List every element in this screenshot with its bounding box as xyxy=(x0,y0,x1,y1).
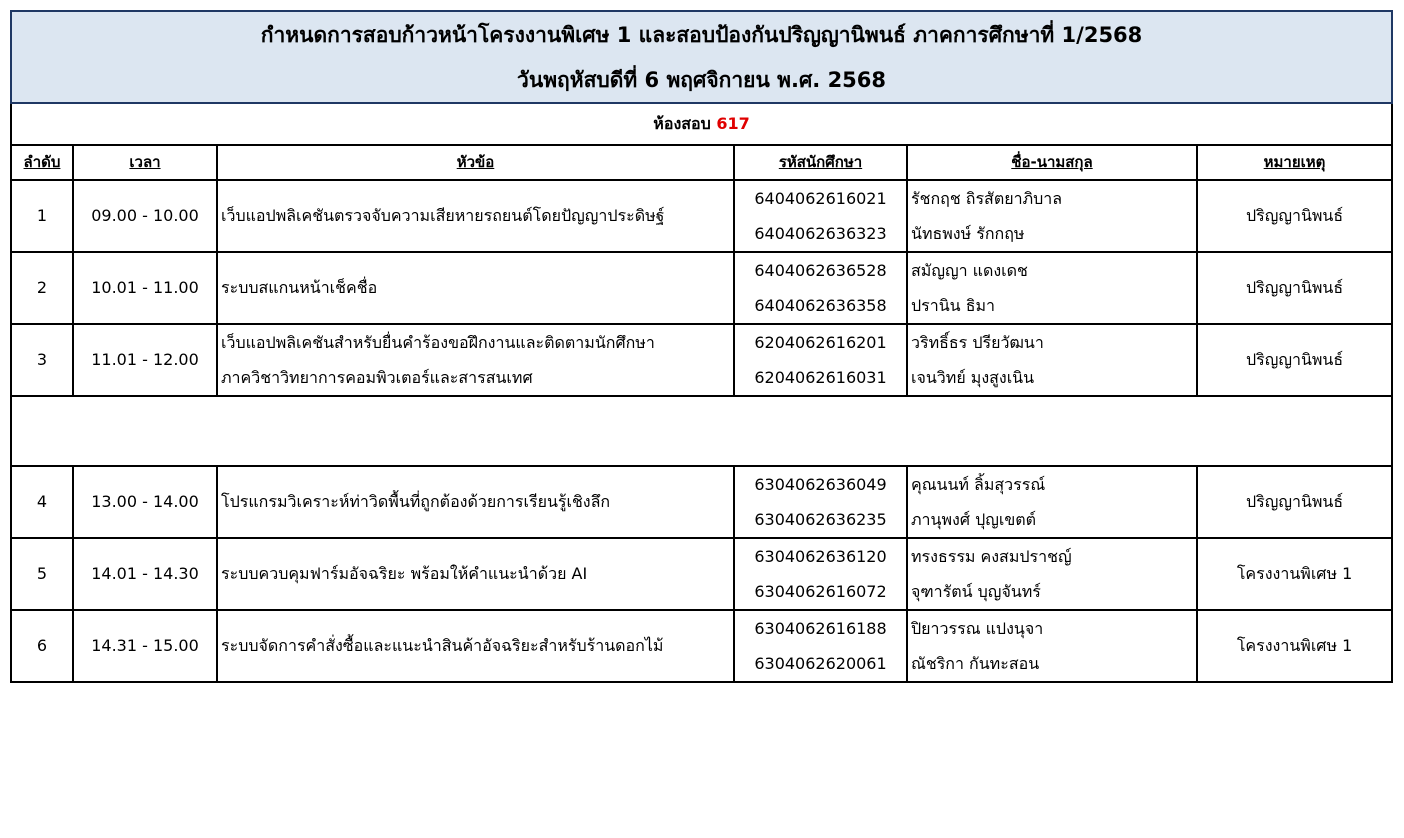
title-line-1: กำหนดการสอบก้าวหน้าโครงงานพิเศษ 1 และสอบป้องกันปริญญานิพนธ์ ภาคการศึกษาที่ 1/2568 xyxy=(260,22,1143,47)
exam-room xyxy=(11,103,1392,145)
student-name: นัทธพงษ์ รักกฤษ xyxy=(911,223,1025,243)
topic-lines xyxy=(221,611,733,681)
order-cell: 2 xyxy=(11,252,73,324)
student-id-cell xyxy=(734,252,907,324)
student-id-cell xyxy=(734,538,907,610)
student-name: ภานุพงศ์ ปุญเขตต์ xyxy=(911,509,1037,529)
order-cell: 1 xyxy=(11,180,73,252)
topic-text: ระบบควบคุมฟาร์มอัจฉริยะ พร้อมให้คำแนะนำด้วย AI xyxy=(221,564,588,583)
topic-cell xyxy=(217,180,734,252)
order-cell: 5 xyxy=(11,538,73,610)
header-student-id: รหัสนักศึกษา xyxy=(734,145,907,180)
remark-cell: โครงงานพิเศษ 1 xyxy=(1197,538,1392,610)
student-name-cell xyxy=(907,180,1197,252)
table-row xyxy=(11,180,1392,252)
student-id: 6304062616072 xyxy=(754,581,887,601)
topic-text: ระบบสแกนหน้าเช็คชื่อ xyxy=(221,278,378,297)
topic-cell xyxy=(217,324,734,396)
student-id: 6404062636323 xyxy=(754,223,887,243)
lunch-break-row xyxy=(11,396,1392,466)
student-name: จุฑารัตน์ บุญจันทร์ xyxy=(911,581,1041,601)
remark-cell: ปริญญานิพนธ์ xyxy=(1197,324,1392,396)
exam-schedule-sheet xyxy=(10,10,1391,683)
order-cell: 6 xyxy=(11,610,73,682)
student-id-list xyxy=(735,611,906,681)
student-name: ปิยาวรรณ แปงนุจา xyxy=(911,618,1044,638)
student-id-cell xyxy=(734,466,907,538)
topic-text: เว็บแอปพลิเคชันตรวจจับความเสียหายรถยนต์โดยปัญญาประดิษฐ์ xyxy=(221,206,665,225)
topic-cell xyxy=(217,610,734,682)
order-cell: 4 xyxy=(11,466,73,538)
remark-cell: ปริญญานิพนธ์ xyxy=(1197,180,1392,252)
table-row xyxy=(11,324,1392,396)
student-id: 6404062616021 xyxy=(754,188,887,208)
time-cell: 09.00 - 10.00 xyxy=(73,180,217,252)
lunch-break-cell xyxy=(11,396,1392,466)
topic-text: ระบบจัดการคำสั่งซื้อและแนะนำสินค้าอัจฉริยะสำหรับร้านดอกไม้ xyxy=(221,636,664,655)
header-order: ลำดับ xyxy=(11,145,73,180)
header-time: เวลา xyxy=(73,145,217,180)
student-name: ปรานิน ธิมา xyxy=(911,295,995,315)
header-row xyxy=(11,145,1392,180)
student-name-list xyxy=(911,181,1196,251)
room-number: 617 xyxy=(716,114,750,133)
table-row xyxy=(11,252,1392,324)
student-name: วริทธิ์ธร ปรียวัฒนา xyxy=(911,332,1044,352)
topic-cell xyxy=(217,538,734,610)
student-id: 6304062620061 xyxy=(754,653,887,673)
topic-lines xyxy=(221,467,733,537)
header-topic: หัวข้อ xyxy=(217,145,734,180)
time-cell: 11.01 - 12.00 xyxy=(73,324,217,396)
topic-lines xyxy=(221,325,733,395)
student-id: 6204062616201 xyxy=(754,332,887,352)
time-cell: 10.01 - 11.00 xyxy=(73,252,217,324)
student-id-list xyxy=(735,539,906,609)
student-name-list xyxy=(911,611,1196,681)
student-id-list xyxy=(735,467,906,537)
student-name-list xyxy=(911,253,1196,323)
student-id-list xyxy=(735,181,906,251)
title-line-2: วันพฤหัสบดีที่ 6 พฤศจิกายน พ.ศ. 2568 xyxy=(517,67,887,92)
schedule-table xyxy=(10,10,1393,683)
topic-text: เว็บแอปพลิเคชันสำหรับยื่นคำร้องขอฝึกงานและติดตามนักศึกษา xyxy=(221,332,655,352)
room-row xyxy=(11,103,1392,145)
topic-cell xyxy=(217,466,734,538)
student-id: 6304062636049 xyxy=(754,474,887,494)
student-id-cell xyxy=(734,180,907,252)
table-row xyxy=(11,538,1392,610)
table-row xyxy=(11,466,1392,538)
student-name-list xyxy=(911,325,1196,395)
student-name-cell xyxy=(907,324,1197,396)
student-id-list xyxy=(735,253,906,323)
student-id: 6304062616188 xyxy=(754,618,887,638)
remark-cell: โครงงานพิเศษ 1 xyxy=(1197,610,1392,682)
student-name-cell xyxy=(907,466,1197,538)
student-name-list xyxy=(911,467,1196,537)
schedule-title xyxy=(11,11,1392,103)
student-name-cell xyxy=(907,252,1197,324)
student-name: สมัญญา แดงเดช xyxy=(911,260,1028,280)
student-name-cell xyxy=(907,538,1197,610)
topic-cell xyxy=(217,252,734,324)
student-id: 6404062636528 xyxy=(754,260,887,280)
student-name: คุณนนท์ ลิ้มสุวรรณ์ xyxy=(911,474,1046,494)
student-name: ทรงธรรม คงสมปราชญ์ xyxy=(911,546,1072,566)
table-row xyxy=(11,610,1392,682)
student-name: ณัชริกา กันทะสอน xyxy=(911,653,1040,673)
time-cell: 13.00 - 14.00 xyxy=(73,466,217,538)
topic-lines xyxy=(221,253,733,323)
student-name: เจนวิทย์ มุงสูงเนิน xyxy=(911,367,1035,387)
student-id: 6304062636235 xyxy=(754,509,887,529)
header-name: ชื่อ-นามสกุล xyxy=(907,145,1197,180)
topic-lines xyxy=(221,181,733,251)
remark-cell: ปริญญานิพนธ์ xyxy=(1197,466,1392,538)
student-name: รัชกฤช ถิรสัตยาภิบาล xyxy=(911,188,1063,208)
topic-text: ภาควิชาวิทยาการคอมพิวเตอร์และสารสนเทศ xyxy=(221,367,533,387)
topic-lines xyxy=(221,539,733,609)
student-id-list xyxy=(735,325,906,395)
student-name-cell xyxy=(907,610,1197,682)
student-id: 6404062636358 xyxy=(754,295,887,315)
remark-cell: ปริญญานิพนธ์ xyxy=(1197,252,1392,324)
time-cell: 14.31 - 15.00 xyxy=(73,610,217,682)
student-id-cell xyxy=(734,610,907,682)
student-name-list xyxy=(911,539,1196,609)
title-row xyxy=(11,11,1392,103)
student-id: 6304062636120 xyxy=(754,546,887,566)
topic-text: โปรแกรมวิเคราะห์ท่าวิดพื้นที่ถูกต้องด้วยการเรียนรู้เชิงลึก xyxy=(221,492,611,511)
order-cell: 3 xyxy=(11,324,73,396)
student-id: 6204062616031 xyxy=(754,367,887,387)
header-remark: หมายเหตุ xyxy=(1197,145,1392,180)
room-label: ห้องสอบ xyxy=(653,114,711,133)
time-cell: 14.01 - 14.30 xyxy=(73,538,217,610)
student-id-cell xyxy=(734,324,907,396)
